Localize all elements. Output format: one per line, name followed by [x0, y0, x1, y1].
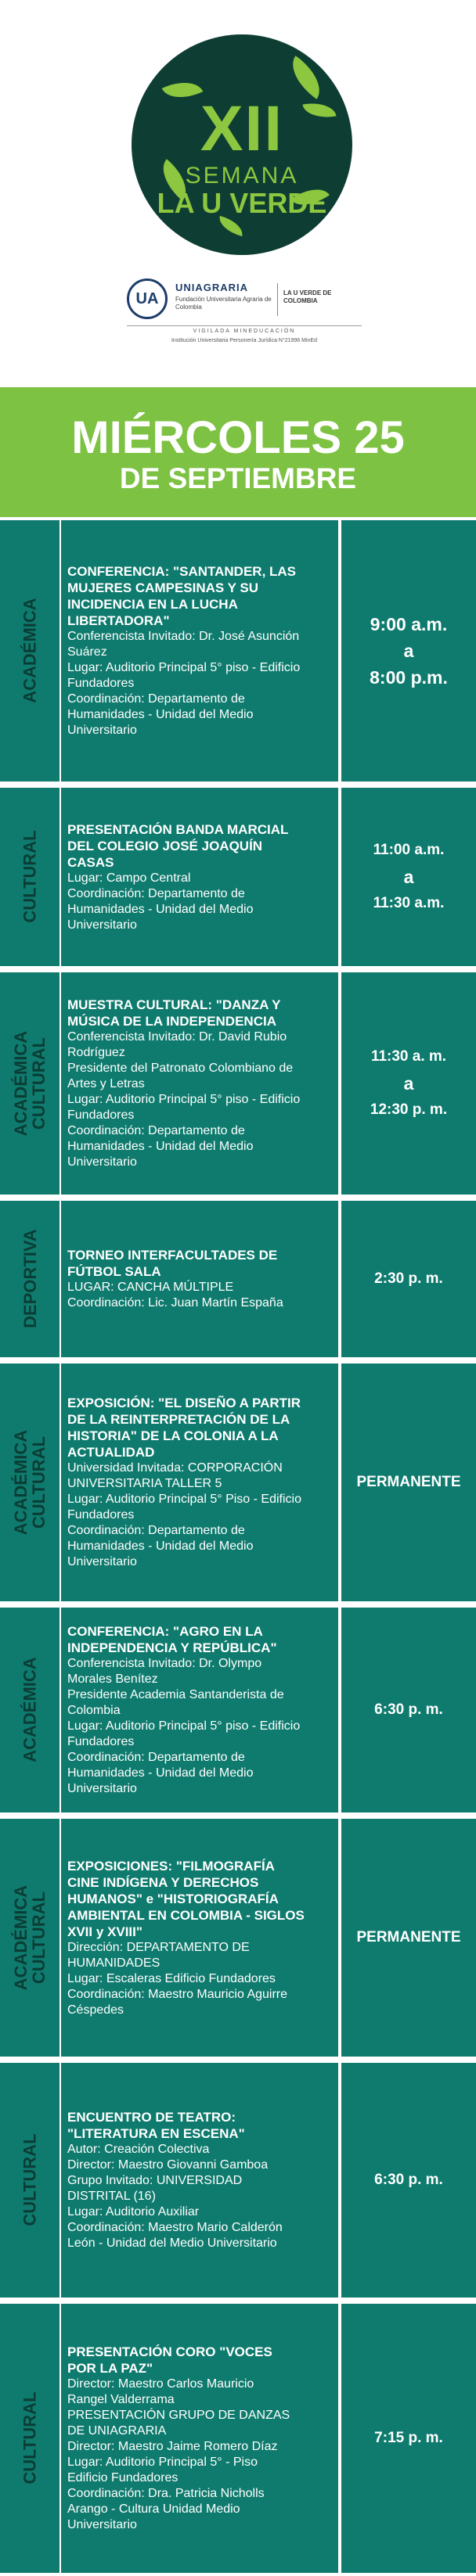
brand-rule — [127, 325, 362, 326]
event-time-line: PERMANENTE — [356, 1474, 461, 1490]
event-description — [67, 1608, 334, 1813]
event-description-cell — [61, 972, 338, 1195]
event-detail-line: Coordinación: Departamento de — [67, 886, 245, 900]
event-category-label: ACADÉMICA — [10, 1429, 31, 1536]
event-detail-line: Coordinación: Maestro Mauricio Aguirre — [67, 1987, 288, 2001]
event-category — [20, 831, 38, 923]
event-description — [67, 1819, 334, 2057]
event-title-line: POR LA PAZ" — [67, 2361, 153, 2376]
event-detail-line: Humanidades - Unidad del Medio — [67, 902, 254, 916]
event-category-cell — [0, 1201, 60, 1357]
event-category — [20, 2392, 38, 2484]
event-category — [20, 1230, 38, 1329]
event-category-cell — [0, 520, 60, 781]
event-description — [67, 1363, 334, 1601]
event-title-line: LIBERTADORA" — [67, 613, 170, 628]
event-time-cell — [341, 2304, 476, 2573]
event-category — [12, 1885, 48, 1990]
event-category — [12, 1031, 48, 1136]
event-detail-line: Lugar: Auditorio Principal 5° piso - Edificio — [67, 661, 301, 674]
logo-la-u-verde: LA U VERDE — [157, 187, 327, 219]
event-detail-line: Conferencista Invitado: Dr. Olympo — [67, 1657, 262, 1670]
event-title-line: CINE INDÍGENA Y DERECHOS — [67, 1874, 259, 1890]
event-title-line: ACTUALIDAD — [67, 1445, 155, 1460]
header — [0, 0, 476, 387]
event-title-line: DE LA REINTERPRETACIÓN DE LA — [67, 1412, 290, 1427]
event-title-line: INDEPENDENCIA Y REPÚBLICA" — [67, 1640, 277, 1655]
event-detail-line: Universidad Invitada: CORPORACIÓN — [67, 1461, 283, 1475]
event-detail-line: Coordinación: Departamento de — [67, 1524, 245, 1537]
event-description-cell — [61, 1608, 338, 1813]
event-description — [67, 2304, 334, 2573]
event-category — [20, 598, 38, 703]
event-detail-line: Humanidades - Unidad del Medio — [67, 1140, 254, 1153]
event-detail-line: Arango - Cultura Unidad Medio — [67, 2502, 240, 2516]
event-time — [341, 2063, 476, 2298]
event-title-line: ENCUENTRO DE TEATRO: — [67, 2110, 236, 2125]
date-day: MIÉRCOLES 25 — [71, 412, 405, 463]
event-detail-line: Fundadores — [67, 1108, 135, 1122]
event-category-wrap — [0, 788, 60, 966]
event-description-cell — [61, 1201, 338, 1357]
event-category-cell — [0, 1363, 60, 1601]
brand-la-u-verde: LA U VERDE DE COLOMBIA — [283, 289, 332, 305]
event-time — [341, 2304, 476, 2573]
event-category-wrap — [0, 1363, 60, 1601]
event-title-line: PRESENTACIÓN CORO "VOCES — [67, 2344, 272, 2359]
event-detail-line: Fundadores — [67, 1735, 135, 1748]
event-detail-line: Humanidades - Unidad del Medio — [67, 708, 254, 721]
event-detail-line: Conferencista Invitado: Dr. José Asunción — [67, 630, 300, 643]
event-detail-line: Presidente Academia Santanderista de — [67, 1688, 284, 1701]
event-time-cell — [341, 520, 476, 781]
event-description — [67, 520, 334, 781]
event-category-cell — [0, 2063, 60, 2298]
event-time-cell — [341, 1608, 476, 1813]
event-title-line: PRESENTACIÓN BANDA MARCIAL — [67, 821, 289, 837]
event-detail-line: Rodríguez — [67, 1046, 125, 1059]
event-detail-line: Director: Maestro Carlos Mauricio — [67, 2377, 254, 2391]
event-detail-line: Universitario — [67, 724, 137, 737]
event-category-cell — [0, 972, 60, 1195]
event-category-wrap — [0, 1201, 60, 1357]
event-category-label: CULTURAL — [29, 1891, 49, 1985]
event-time — [341, 1819, 476, 2057]
event-detail-line: PRESENTACIÓN GRUPO DE DANZAS — [67, 2409, 290, 2422]
event-category-label: CULTURAL — [29, 1435, 49, 1529]
event-detail-line: Grupo Invitado: UNIVERSIDAD — [67, 2174, 243, 2187]
logo-numeral: XII — [200, 93, 284, 164]
event-time — [341, 1363, 476, 1601]
event-category-wrap — [0, 2063, 60, 2298]
event-title-line: HISTORIA" DE LA COLONIA A LA — [67, 1428, 279, 1443]
event-title-line: HUMANOS" e "HISTORIOGRAFÍA — [67, 1891, 279, 1906]
date-banner — [0, 387, 476, 517]
event-category-cell — [0, 1819, 60, 2057]
event-detail-line: Lugar: Auditorio Principal 5° piso - Edificio — [67, 1719, 301, 1733]
event-description-cell — [61, 520, 338, 781]
event-detail-line: LUGAR: CANCHA MÚLTIPLE — [67, 1281, 234, 1294]
event-detail-line: Coordinación: Dra. Patricia Nicholls — [67, 2487, 265, 2500]
brand-divider — [277, 283, 278, 316]
event-time — [341, 972, 476, 1195]
event-category-wrap — [0, 1819, 60, 2057]
event-title-line: INCIDENCIA EN LA LUCHA — [67, 597, 238, 612]
event-detail-line: Lugar: Auditorio Principal 5° piso - Edificio — [67, 1093, 301, 1106]
event-time-line: 11:00 a.m. — [373, 842, 445, 858]
event-category-wrap — [0, 1608, 60, 1813]
event-time-cell — [341, 1201, 476, 1357]
event-category-wrap — [0, 2304, 60, 2573]
event-title-line: MUJERES CAMPESINAS Y SU — [67, 580, 259, 595]
event-category-wrap — [0, 972, 60, 1195]
event-title-line: CASAS — [67, 854, 114, 870]
event-detail-line: Autor: Creación Colectiva — [67, 2143, 210, 2156]
event-time — [341, 520, 476, 781]
event-description — [67, 2063, 334, 2298]
event-row — [0, 785, 476, 969]
event-row — [0, 1816, 476, 2060]
event-detail-line: Universitario — [67, 918, 137, 932]
event-time — [341, 1608, 476, 1813]
event-description-cell — [61, 2304, 338, 2573]
event-detail-line: Morales Benítez — [67, 1672, 158, 1686]
event-category-cell — [0, 788, 60, 966]
event-detail-line: Lugar: Auditorio Auxiliar — [67, 2205, 200, 2219]
event-title-line: AMBIENTAL EN COLOMBIA - SIGLOS — [67, 1907, 305, 1923]
event-row — [0, 2301, 476, 2576]
event-time-line: 11:30 a. m. — [370, 1048, 447, 1065]
event-time-line: 8:00 p.m. — [370, 667, 448, 688]
event-category-label: CULTURAL — [29, 1037, 49, 1130]
brand-name: UNIAGRARIA — [175, 282, 249, 293]
event-detail-line: HUMANIDADES — [67, 1956, 160, 1970]
event-title-line: CONFERENCIA: "AGRO EN LA — [67, 1624, 263, 1639]
event-time-line: 12:30 p. m. — [370, 1101, 448, 1118]
event-detail-line: Colombia — [67, 1704, 121, 1717]
event-category-label: ACADÉMICA — [20, 1657, 40, 1763]
leaf-icon — [282, 56, 330, 99]
uniagraria-brand — [127, 277, 362, 343]
semana-la-u-verde-logo — [132, 34, 352, 255]
ua-badge-icon: UA — [127, 278, 168, 319]
event-detail-line: Edificio Fundadores — [67, 2471, 178, 2484]
event-detail-line: UNIVERSITARIA TALLER 5 — [67, 1477, 222, 1490]
event-time-cell — [341, 1363, 476, 1601]
event-category-wrap — [0, 520, 60, 781]
event-time-line: 6:30 p. m. — [374, 1701, 443, 1718]
event-row — [0, 1198, 476, 1360]
event-title-line: MÚSICA DE LA INDEPENDENCIA — [67, 1014, 276, 1029]
event-time-cell — [341, 2063, 476, 2298]
brand-subtitle: Fundación Universitaria Agraria de Colombia — [175, 296, 272, 311]
event-detail-line: Director: Maestro Jaime Romero Díaz — [67, 2440, 278, 2453]
event-description-cell — [61, 2063, 338, 2298]
event-time — [341, 788, 476, 966]
event-detail-line: Lugar: Auditorio Principal 5° Piso - Edificio — [67, 1493, 301, 1506]
event-detail-line: Fundadores — [67, 1508, 135, 1522]
event-detail-line: Fundadores — [67, 677, 135, 690]
institution-note: Institución Universitaria Personería Jurídica N°21996 MinEd — [171, 338, 318, 343]
event-detail-line: Lugar: Escaleras Edificio Fundadores — [67, 1971, 276, 1985]
event-detail-line: Lugar: Campo Central — [67, 871, 191, 885]
event-category-cell — [0, 1608, 60, 1813]
event-detail-line: Céspedes — [67, 2003, 124, 2017]
event-detail-line: Lugar: Auditorio Principal 5° - Piso — [67, 2456, 258, 2469]
event-title-line: "LITERATURA EN ESCENA" — [67, 2126, 245, 2141]
event-detail-line: Artes y Letras — [67, 1077, 145, 1090]
event-category — [20, 2134, 38, 2226]
event-category — [12, 1430, 48, 1535]
event-detail-line: Humanidades - Unidad del Medio — [67, 1539, 254, 1553]
logo-semana: SEMANA — [185, 163, 299, 189]
event-time-line: 7:15 p. m. — [374, 2430, 443, 2446]
event-detail-line: Coordinación: Departamento de — [67, 692, 245, 706]
event-time-cell — [341, 788, 476, 966]
date-month: DE SEPTIEMBRE — [119, 462, 357, 494]
event-description-cell — [61, 1819, 338, 2057]
event-detail-line: Rangel Valderrama — [67, 2393, 175, 2406]
event-time-line: 6:30 p. m. — [374, 2172, 443, 2188]
event-title-line: FÚTBOL SALA — [67, 1264, 161, 1279]
event-time-cell — [341, 1819, 476, 2057]
event-detail-line: Coordinación: Departamento de — [67, 1124, 245, 1137]
event-title-line: XVII y XVIII" — [67, 1924, 142, 1939]
event-time-line: PERMANENTE — [356, 1929, 461, 1945]
event-detail-line: León - Unidad del Medio Universitario — [67, 2236, 277, 2250]
event-time-line: 2:30 p. m. — [374, 1270, 443, 1287]
event-row — [0, 2060, 476, 2301]
event-detail-line: Universitario — [67, 1782, 137, 1795]
event-detail-line: Dirección: DEPARTAMENTO DE — [67, 1940, 250, 1954]
event-category-label: CULTURAL — [20, 2133, 40, 2227]
event-row — [0, 1360, 476, 1604]
event-row — [0, 969, 476, 1198]
event-description — [67, 972, 334, 1195]
event-detail-line: Conferencista Invitado: Dr. David Rubio — [67, 1030, 287, 1044]
event-description-cell — [61, 788, 338, 966]
event-category-label: CULTURAL — [20, 2391, 40, 2485]
event-title-line: DEL COLEGIO JOSÉ JOAQUÍN — [67, 838, 263, 853]
event-detail-line: Suárez — [67, 645, 107, 659]
event-detail-line: Coordinación: Maestro Mario Calderón — [67, 2221, 283, 2234]
event-category-label: CULTURAL — [20, 830, 40, 924]
event-title-line: EXPOSICIÓN: "EL DISEÑO A PARTIR — [67, 1396, 301, 1410]
event-time-line: a — [403, 867, 414, 887]
event-title-line: TORNEO INTERFACULTADES DE — [67, 1248, 278, 1263]
events-schedule — [0, 517, 476, 2576]
event-time-cell — [341, 972, 476, 1195]
event-title-line: MUESTRA CULTURAL: "DANZA Y — [67, 997, 281, 1012]
event-detail-line: Director: Maestro Giovanni Gamboa — [67, 2158, 269, 2172]
event-detail-line: Universitario — [67, 1555, 137, 1568]
event-description-cell — [61, 1363, 338, 1601]
event-row — [0, 1604, 476, 1816]
event-category-label: ACADÉMICA — [10, 1030, 31, 1137]
event-time-line: a — [403, 1073, 414, 1094]
event-title-line: CONFERENCIA: "SANTANDER, LAS — [67, 564, 297, 579]
event-time — [341, 1201, 476, 1357]
event-time-line: 11:30 a.m. — [373, 895, 445, 911]
event-detail-line: Universitario — [67, 1155, 137, 1169]
event-category-label: DEPORTIVA — [20, 1229, 40, 1329]
event-category — [20, 1658, 38, 1762]
event-detail-line: DE UNIAGRARIA — [67, 2424, 167, 2438]
event-description — [67, 1201, 334, 1357]
event-category-cell — [0, 2304, 60, 2573]
event-detail-line: DISTRITAL (16) — [67, 2190, 156, 2203]
event-row — [0, 517, 476, 785]
event-category-label: ACADÉMICA — [10, 1884, 31, 1991]
event-detail-line: Humanidades - Unidad del Medio — [67, 1766, 254, 1780]
event-detail-line: Coordinación: Departamento de — [67, 1751, 245, 1764]
event-detail-line: Presidente del Patronato Colombiano de — [67, 1062, 294, 1075]
event-time-line: 9:00 a.m. — [370, 614, 448, 634]
event-category-label: ACADÉMICA — [20, 598, 40, 704]
event-description — [67, 788, 334, 966]
event-title-line: EXPOSICIONES: "FILMOGRAFÍA — [67, 1858, 275, 1874]
event-detail-line: Coordinación: Lic. Juan Martín España — [67, 1296, 283, 1310]
event-detail-line: Universitario — [67, 2518, 137, 2531]
vigilada-mineducacion: VIGILADA MINEDUCACIÓN — [193, 329, 296, 334]
event-time-line: a — [403, 641, 414, 661]
